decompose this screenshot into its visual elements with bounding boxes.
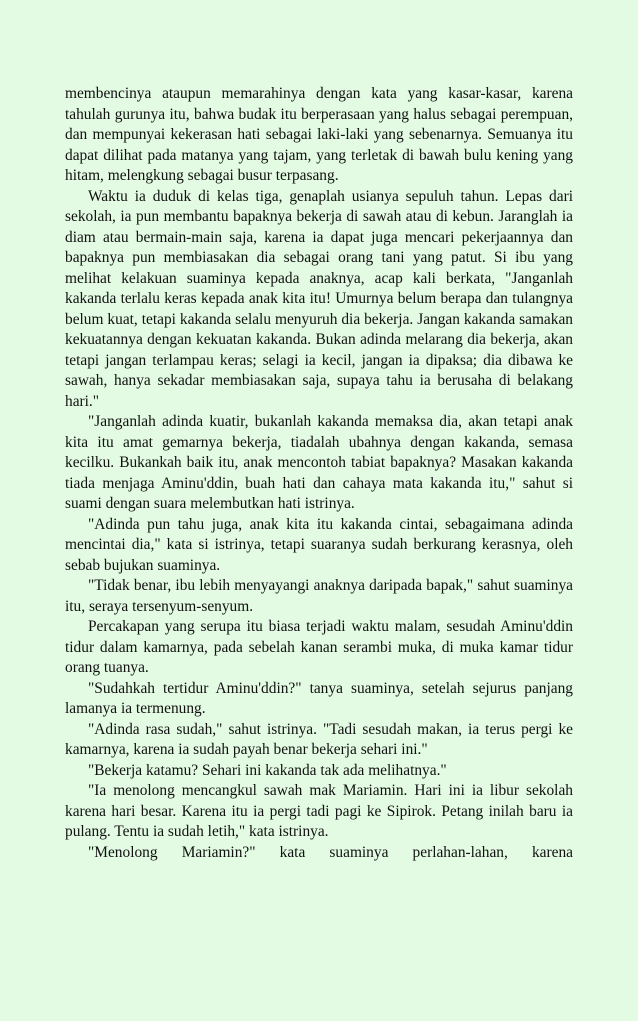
paragraph-5: "Tidak benar, ibu lebih menyayangi anaknya daripada bapak," sahut suaminya itu, seraya tersenyum-senyum. <box>65 577 573 615</box>
paragraph-1: membencinya ataupun memarahinya dengan kata yang kasar-kasar, karena tahulah gurunya itu, bahwa budak itu berperasaan yang halus sebagai perempuan, dan mempunyai kekerasan hati sebagai laki-laki yang sebenarnya. Semuanya itu dapat dilihat pada matanya yang tajam, yang terletak di bawah bulu kening yang hitam, melengkung sebagai busur terpasang. <box>65 85 573 184</box>
paragraph-6: Percakapan yang serupa itu biasa terjadi waktu malam, sesudah Aminu'ddin tidur dalam kamarnya, pada sebelah kanan serambi muka, di muka kamar tidur orang tuanya. <box>65 618 573 676</box>
paragraph-4: "Adinda pun tahu juga, anak kita itu kakanda cintai, sebagaimana adinda mencintai dia," kata si istrinya, tetapi suaranya sudah berkurang kerasnya, oleh sebab bujukan suaminya. <box>65 515 573 574</box>
paragraph-7: "Sudahkah tertidur Aminu'ddin?" tanya suaminya, setelah sejurus panjang lamanya ia termenung. <box>65 679 573 717</box>
paragraph-2: Waktu ia duduk di kelas tiga, genaplah usianya sepuluh tahun. Lepas dari sekolah, ia pun membantu bapaknya bekerja di sawah atau di kebun. Jaranglah ia diam atau bermain-main saja, karena ia dapat juga mencari pekerjaannya dan bapaknya pun membiasakan dia sebagai orang tani yang patut. Si ibu yang melihat kelakuan suaminya kepada anaknya, acap kali berkata, "Janganlah kakanda terlalu keras kepada anak kita itu! Umurnya belum berapa dan tulangnya belum kuat, tetapi kakanda selalu menyuruh dia bekerja. Jangan kakanda samakan kekuatannya dengan kekuatan kakanda. Bukan adinda melarang dia bekerja, akan tetapi jangan terlampau keras; selagi ia kecil, jangan ia dipaksa; dia dibawa ke sawah, hanya sekadar membiasakan saja, supaya tahu ia berusaha di belakang hari." <box>65 187 573 410</box>
paragraph-11: "Menolong Mariamin?" kata suaminya perlahan-lahan, karena <box>88 843 573 861</box>
paragraph-9: "Bekerja katamu? Sehari ini kakanda tak ada melihatnya." <box>88 761 447 779</box>
paragraph-10: "Ia menolong mencangkul sawah mak Mariamin. Hari ini ia libur sekolah karena hari besar. Karena itu ia pergi tadi pagi ke Sipirok. Petang inilah baru ia pulang. Tentu ia sudah letih," kata istrinya. <box>65 782 573 840</box>
paragraph-3: "Janganlah adinda kuatir, bukanlah kakanda memaksa dia, akan tetapi anak kita itu amat gemarnya bekerja, tiadalah ubahnya dengan kakanda, semasa kecilku. Bukankah baik itu, anak mencontoh tabiat bapaknya? Masakan kakanda tiada menjaga Aminu'ddin, buah hati dan cahaya mata kakanda itu," sahut si suami dengan suara melembutkan hati istrinya. <box>65 413 573 512</box>
book-page-text <box>65 84 573 863</box>
paragraph-8: "Adinda rasa sudah," sahut istrinya. "Tadi sesudah makan, ia terus pergi ke kamarnya, karena ia sudah payah benar bekerja sehari ini." <box>65 720 573 758</box>
